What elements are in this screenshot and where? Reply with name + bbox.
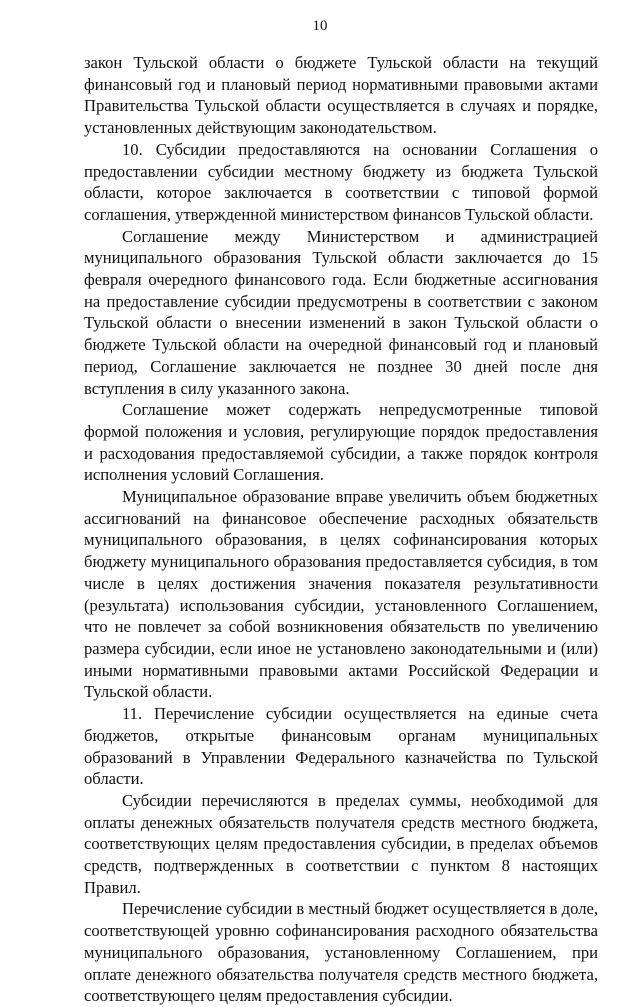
paragraph-transfer-limits: Субсидии перечисляются в пределах суммы, необходимой для оплаты денежных обязательств получателя средств местного бюджета, соответствующих целям предоставления субсидии, в пределах объемов средств, подтвержденных в соответствии с пунктом 8 настоящих Правил. <box>84 790 598 897</box>
paragraph-municipal-right: Муниципальное образование вправе увеличить объем бюджетных ассигнований на финансовое обеспечение расходных обязательств муниципального образования, в целях софинансирования которых бюджету муниципального образования предоставляется субсидия, в том числе в целях достижения значения показателя результативности (результата) использования субсидии, установленного Соглашением, что не повлечет за собой возникновения обязательств по увеличению размера субсидии, если иное не установлено законодательными и (или) иными нормативными правовыми актами Российской Федерации и Тульской области. <box>84 487 598 702</box>
paragraph-agreement-conditions: Соглашение может содержать непредусмотренные типовой формой положения и условия, регулирующие порядок предоставления и расходования предоставляемой субсидии, а также порядок контроля исполнения условий Соглашения. <box>84 400 598 485</box>
paragraph-agreement-deadline: Соглашение между Министерством и администрацией муниципального образования Тульской области заключается до 15 февраля очередного финансового года. Если бюджетные ассигнования на предоставление субсидии предусмотрены в соответствии с законом Тульской области о внесении изменений в закон Тульской области о бюджете Тульской области на очередной финансовый год и плановый период, Соглашение заключается не позднее 30 дней после дня вступления в силу указанного закона. <box>84 226 598 398</box>
paragraph-item-11: 11. Перечисление субсидии осуществляется на единые счета бюджетов, открытые финансовым органам муниципальных образований в Управлении Федерального казначейства по Тульской области. <box>84 704 598 789</box>
paragraph-item-10: 10. Субсидии предоставляются на основании Соглашения о предоставлении субсидии местному бюджету из бюджета Тульской области, которое заключается в соответствии с типовой формой соглашения, утвержденной министерством финансов Тульской области. <box>84 139 598 224</box>
paragraph-continuation: закон Тульской области о бюджете Тульской области на текущий финансовый год и плановый период нормативными правовыми актами Правительства Тульской области осуществляется в случаях и порядке, установленных действующим законодательством. <box>84 53 598 138</box>
paragraph-transfer-share: Перечисление субсидии в местный бюджет осуществляется в доле, соответствующей уровню софинансирования расходного обязательства муниципального образования, установленному Соглашением, при оплате денежного обязательства получателя средств местного бюджета, соответствующего целям предоставления субсидии. <box>84 899 598 1006</box>
page-number: 10 <box>312 18 328 34</box>
document-body <box>84 52 598 1007</box>
